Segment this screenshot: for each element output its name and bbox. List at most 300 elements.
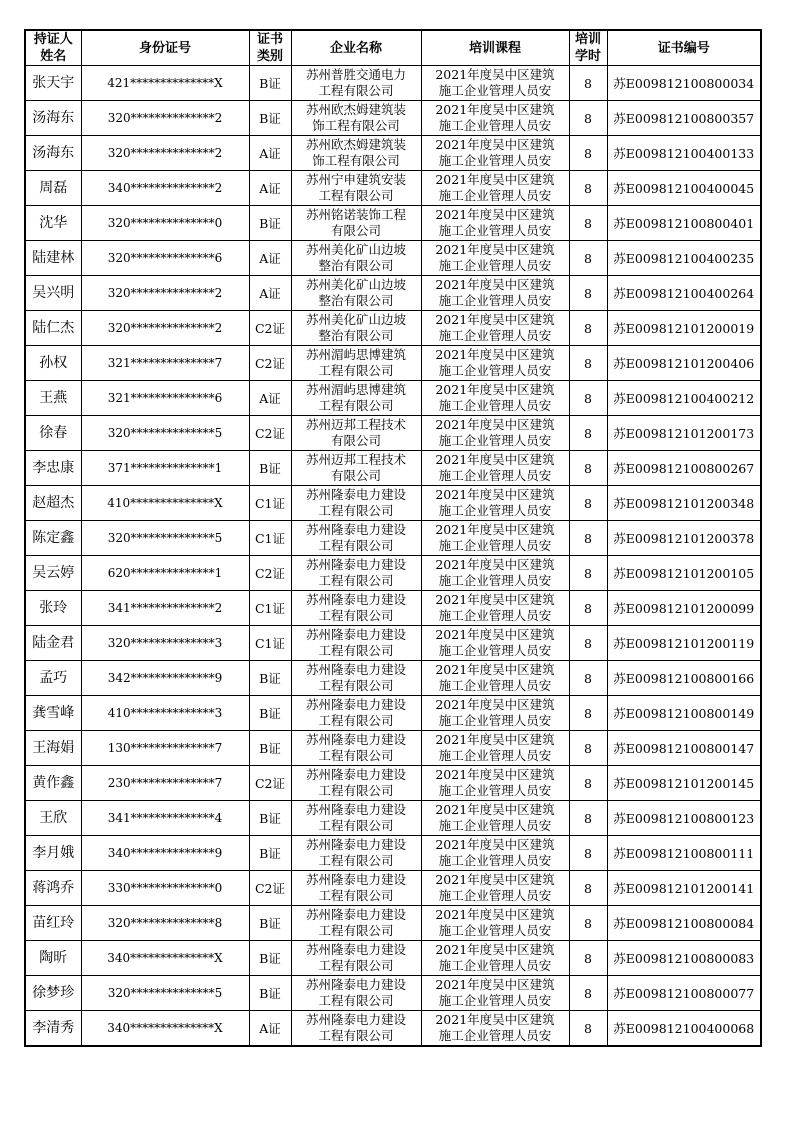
- table-row: [25, 556, 761, 591]
- hours-cell: 8: [569, 66, 607, 101]
- course-cell: [421, 451, 569, 486]
- course-cell: [421, 871, 569, 906]
- course-cell: [421, 836, 569, 871]
- holder-name-cell: 赵超杰: [25, 486, 81, 521]
- course-cell: [421, 591, 569, 626]
- holder-name-cell: 陶昕: [25, 941, 81, 976]
- company-cell: [291, 696, 421, 731]
- company-cell-line2: 工程有限公司: [318, 748, 394, 763]
- company-cell-line1: 苏州隆泰电力建设: [305, 802, 406, 817]
- table-row: [25, 661, 761, 696]
- hours-cell: 8: [569, 696, 607, 731]
- hours-cell: 8: [569, 976, 607, 1011]
- holder-name-cell: 吴云婷: [25, 556, 81, 591]
- course-cell-line2: 施工企业管理人员安: [438, 363, 552, 378]
- holder-name-cell: 王燕: [25, 381, 81, 416]
- course-cell-line2: 施工企业管理人员安: [438, 888, 552, 903]
- company-cell-line1: 苏州隆泰电力建设: [305, 872, 406, 887]
- course-cell-line2: 施工企业管理人员安: [438, 258, 552, 273]
- cert-number-cell: 苏E009812100400235: [607, 241, 761, 276]
- company-cell: [291, 731, 421, 766]
- company-cell-line2: 工程有限公司: [318, 398, 394, 413]
- id-number-cell: 620**************1: [81, 556, 249, 591]
- course-cell-line1: 2021年度吴中区建筑: [435, 172, 555, 187]
- course-cell-line2: 施工企业管理人员安: [438, 1028, 552, 1043]
- cert-type-cell: C2证: [249, 311, 291, 346]
- cert-type-cell: C2证: [249, 346, 291, 381]
- cert-number-cell: 苏E009812101200173: [607, 416, 761, 451]
- company-cell-line1: 苏州隆泰电力建设: [305, 487, 406, 502]
- course-cell-line1: 2021年度吴中区建筑: [435, 522, 555, 537]
- company-cell-line2: 有限公司: [330, 468, 381, 483]
- cert-type-cell: B证: [249, 101, 291, 136]
- course-cell-line1: 2021年度吴中区建筑: [435, 347, 555, 362]
- id-number-cell: 340**************9: [81, 836, 249, 871]
- company-cell: [291, 521, 421, 556]
- course-cell: [421, 311, 569, 346]
- company-cell-line1: 苏州欧杰姆建筑装: [305, 102, 406, 117]
- id-number-cell: 410**************3: [81, 696, 249, 731]
- course-cell: [421, 696, 569, 731]
- table-row: [25, 591, 761, 626]
- table-row: [25, 416, 761, 451]
- company-cell: [291, 241, 421, 276]
- course-cell: [421, 906, 569, 941]
- holder-name-cell: 李清秀: [25, 1011, 81, 1047]
- cert-number-cell: 苏E009812101200378: [607, 521, 761, 556]
- company-cell: [291, 171, 421, 206]
- cert-number-cell: 苏E009812101200099: [607, 591, 761, 626]
- course-cell-line2: 施工企业管理人员安: [438, 433, 552, 448]
- header-company: 企业名称: [291, 30, 421, 66]
- table-row: [25, 171, 761, 206]
- company-cell-line1: 苏州隆泰电力建设: [305, 907, 406, 922]
- course-cell-line2: 施工企业管理人员安: [438, 503, 552, 518]
- hours-cell: 8: [569, 416, 607, 451]
- course-cell-line1: 2021年度吴中区建筑: [435, 627, 555, 642]
- course-cell: [421, 976, 569, 1011]
- hours-cell: 8: [569, 241, 607, 276]
- cert-number-cell: 苏E009812101200141: [607, 871, 761, 906]
- course-cell-line1: 2021年度吴中区建筑: [435, 837, 555, 852]
- course-cell: [421, 556, 569, 591]
- id-number-cell: 320**************8: [81, 906, 249, 941]
- course-cell: [421, 346, 569, 381]
- cert-type-cell: A证: [249, 241, 291, 276]
- company-cell: [291, 591, 421, 626]
- course-cell: [421, 381, 569, 416]
- cert-number-cell: 苏E009812100800034: [607, 66, 761, 101]
- company-cell-line1: 苏州隆泰电力建设: [305, 522, 406, 537]
- cert-number-cell: 苏E009812100800084: [607, 906, 761, 941]
- company-cell-line2: 有限公司: [330, 433, 381, 448]
- table-row: [25, 136, 761, 171]
- course-cell-line1: 2021年度吴中区建筑: [435, 102, 555, 117]
- company-cell-line2: 工程有限公司: [318, 783, 394, 798]
- table-row: [25, 1011, 761, 1047]
- id-number-cell: 340**************X: [81, 1011, 249, 1047]
- cert-type-cell: A证: [249, 381, 291, 416]
- course-cell-line2: 施工企业管理人员安: [438, 783, 552, 798]
- course-cell: [421, 626, 569, 661]
- hours-cell: 8: [569, 626, 607, 661]
- holder-name-cell: 孟巧: [25, 661, 81, 696]
- company-cell-line2: 工程有限公司: [318, 1028, 394, 1043]
- company-cell-line2: 整治有限公司: [318, 328, 394, 343]
- cert-type-cell: B证: [249, 451, 291, 486]
- course-cell-line1: 2021年度吴中区建筑: [435, 452, 555, 467]
- company-cell-line1: 苏州美化矿山边坡: [305, 277, 406, 292]
- cert-type-cell: B证: [249, 696, 291, 731]
- course-cell-line2: 施工企业管理人员安: [438, 153, 552, 168]
- cert-type-cell: C1证: [249, 486, 291, 521]
- holder-name-cell: 陆仁杰: [25, 311, 81, 346]
- holder-name-cell: 张玲: [25, 591, 81, 626]
- company-cell-line2: 饰工程有限公司: [312, 153, 400, 168]
- course-cell-line2: 施工企业管理人员安: [438, 398, 552, 413]
- company-cell-line1: 苏州隆泰电力建设: [305, 627, 406, 642]
- course-cell: [421, 66, 569, 101]
- holder-name-cell: 龚雪峰: [25, 696, 81, 731]
- cert-number-cell: 苏E009812100400264: [607, 276, 761, 311]
- company-cell: [291, 1011, 421, 1047]
- table-row: [25, 381, 761, 416]
- cert-type-cell: C2证: [249, 556, 291, 591]
- company-cell-line2: 工程有限公司: [318, 713, 394, 728]
- company-cell-line2: 工程有限公司: [318, 83, 394, 98]
- table-row: [25, 206, 761, 241]
- header-cert: 证书编号: [607, 30, 761, 66]
- header-name: 持证人 姓名: [25, 30, 81, 66]
- course-cell-line1: 2021年度吴中区建筑: [435, 242, 555, 257]
- course-cell: [421, 241, 569, 276]
- cert-type-cell: B证: [249, 731, 291, 766]
- course-cell-line2: 施工企业管理人员安: [438, 608, 552, 623]
- company-cell-line1: 苏州美化矿山边坡: [305, 312, 406, 327]
- cert-type-cell: A证: [249, 171, 291, 206]
- company-cell-line2: 工程有限公司: [318, 188, 394, 203]
- table-row: [25, 801, 761, 836]
- table-row: [25, 346, 761, 381]
- company-cell-line1: 苏州铭诺装饰工程: [305, 207, 406, 222]
- table-row: [25, 486, 761, 521]
- company-cell-line2: 饰工程有限公司: [312, 118, 400, 133]
- id-number-cell: 340**************X: [81, 941, 249, 976]
- company-cell-line1: 苏州隆泰电力建设: [305, 557, 406, 572]
- table-row: [25, 451, 761, 486]
- course-cell-line1: 2021年度吴中区建筑: [435, 417, 555, 432]
- cert-type-cell: B证: [249, 661, 291, 696]
- table-row: [25, 241, 761, 276]
- id-number-cell: 341**************2: [81, 591, 249, 626]
- holder-name-cell: 周磊: [25, 171, 81, 206]
- hours-cell: 8: [569, 836, 607, 871]
- hours-cell: 8: [569, 1011, 607, 1047]
- cert-number-cell: 苏E009812100800077: [607, 976, 761, 1011]
- company-cell: [291, 801, 421, 836]
- course-cell-line2: 施工企业管理人员安: [438, 293, 552, 308]
- company-cell-line2: 工程有限公司: [318, 923, 394, 938]
- holder-name-cell: 沈华: [25, 206, 81, 241]
- company-cell-line1: 苏州隆泰电力建设: [305, 662, 406, 677]
- company-cell: [291, 136, 421, 171]
- hours-cell: 8: [569, 206, 607, 241]
- table-row: [25, 311, 761, 346]
- cert-type-cell: C2证: [249, 871, 291, 906]
- course-cell-line2: 施工企业管理人员安: [438, 188, 552, 203]
- cert-number-cell: 苏E009812101200019: [607, 311, 761, 346]
- id-number-cell: 320**************2: [81, 136, 249, 171]
- holder-name-cell: 王海娟: [25, 731, 81, 766]
- hours-cell: 8: [569, 346, 607, 381]
- company-cell-line2: 工程有限公司: [318, 608, 394, 623]
- course-cell-line1: 2021年度吴中区建筑: [435, 207, 555, 222]
- id-number-cell: 320**************6: [81, 241, 249, 276]
- course-cell-line1: 2021年度吴中区建筑: [435, 907, 555, 922]
- cert-number-cell: 苏E009812100400133: [607, 136, 761, 171]
- company-cell-line1: 苏州湄屿思博建筑: [305, 347, 406, 362]
- hours-cell: 8: [569, 591, 607, 626]
- company-cell-line2: 工程有限公司: [318, 888, 394, 903]
- cert-number-cell: 苏E009812101200348: [607, 486, 761, 521]
- table-row: [25, 66, 761, 101]
- cert-number-cell: 苏E009812100400045: [607, 171, 761, 206]
- company-cell-line2: 工程有限公司: [318, 678, 394, 693]
- header-id: 身份证号: [81, 30, 249, 66]
- id-number-cell: 320**************5: [81, 976, 249, 1011]
- id-number-cell: 330**************0: [81, 871, 249, 906]
- hours-cell: 8: [569, 136, 607, 171]
- header-course: 培训课程: [421, 30, 569, 66]
- course-cell: [421, 766, 569, 801]
- company-cell-line1: 苏州隆泰电力建设: [305, 767, 406, 782]
- holder-name-cell: 张天宇: [25, 66, 81, 101]
- cert-type-cell: C2证: [249, 416, 291, 451]
- company-cell-line2: 工程有限公司: [318, 643, 394, 658]
- holder-name-cell: 徐春: [25, 416, 81, 451]
- course-cell-line2: 施工企业管理人员安: [438, 223, 552, 238]
- table-row: [25, 906, 761, 941]
- course-cell-line1: 2021年度吴中区建筑: [435, 767, 555, 782]
- company-cell-line1: 苏州隆泰电力建设: [305, 977, 406, 992]
- table-row: [25, 276, 761, 311]
- course-cell-line1: 2021年度吴中区建筑: [435, 662, 555, 677]
- hours-cell: 8: [569, 171, 607, 206]
- cert-type-cell: B证: [249, 66, 291, 101]
- company-cell: [291, 276, 421, 311]
- course-cell: [421, 171, 569, 206]
- company-cell: [291, 451, 421, 486]
- header-type: 证书 类别: [249, 30, 291, 66]
- id-number-cell: 340**************2: [81, 171, 249, 206]
- cert-type-cell: A证: [249, 276, 291, 311]
- course-cell-line2: 施工企业管理人员安: [438, 923, 552, 938]
- cert-type-cell: A证: [249, 136, 291, 171]
- id-number-cell: 130**************7: [81, 731, 249, 766]
- company-cell-line2: 有限公司: [330, 223, 381, 238]
- cert-number-cell: 苏E009812100800083: [607, 941, 761, 976]
- course-cell: [421, 206, 569, 241]
- cert-number-cell: 苏E009812100800123: [607, 801, 761, 836]
- course-cell-line1: 2021年度吴中区建筑: [435, 802, 555, 817]
- cert-type-cell: A证: [249, 1011, 291, 1047]
- course-cell-line1: 2021年度吴中区建筑: [435, 872, 555, 887]
- company-cell: [291, 941, 421, 976]
- holder-name-cell: 黄作鑫: [25, 766, 81, 801]
- course-cell-line2: 施工企业管理人员安: [438, 538, 552, 553]
- company-cell: [291, 206, 421, 241]
- course-cell-line2: 施工企业管理人员安: [438, 118, 552, 133]
- company-cell-line2: 工程有限公司: [318, 818, 394, 833]
- hours-cell: 8: [569, 311, 607, 346]
- company-cell-line1: 苏州隆泰电力建设: [305, 942, 406, 957]
- id-number-cell: 341**************4: [81, 801, 249, 836]
- table-row: [25, 731, 761, 766]
- company-cell: [291, 976, 421, 1011]
- id-number-cell: 321**************6: [81, 381, 249, 416]
- course-cell-line1: 2021年度吴中区建筑: [435, 942, 555, 957]
- cert-type-cell: C2证: [249, 766, 291, 801]
- id-number-cell: 320**************5: [81, 521, 249, 556]
- course-cell-line1: 2021年度吴中区建筑: [435, 1012, 555, 1027]
- id-number-cell: 320**************2: [81, 276, 249, 311]
- course-cell: [421, 731, 569, 766]
- hours-cell: 8: [569, 556, 607, 591]
- company-cell-line1: 苏州湄屿思博建筑: [305, 382, 406, 397]
- company-cell-line2: 整治有限公司: [318, 293, 394, 308]
- company-cell-line2: 工程有限公司: [318, 993, 394, 1008]
- holder-name-cell: 陆建林: [25, 241, 81, 276]
- holder-name-cell: 李忠康: [25, 451, 81, 486]
- course-cell-line1: 2021年度吴中区建筑: [435, 977, 555, 992]
- course-cell-line1: 2021年度吴中区建筑: [435, 67, 555, 82]
- company-cell-line1: 苏州美化矿山边坡: [305, 242, 406, 257]
- holder-name-cell: 汤海东: [25, 136, 81, 171]
- course-cell: [421, 1011, 569, 1047]
- cert-type-cell: C1证: [249, 626, 291, 661]
- company-cell: [291, 381, 421, 416]
- id-number-cell: 320**************2: [81, 311, 249, 346]
- table-row: [25, 871, 761, 906]
- company-cell-line1: 苏州隆泰电力建设: [305, 592, 406, 607]
- id-number-cell: 321**************7: [81, 346, 249, 381]
- course-cell-line2: 施工企业管理人员安: [438, 748, 552, 763]
- id-number-cell: 371**************1: [81, 451, 249, 486]
- holder-name-cell: 吴兴明: [25, 276, 81, 311]
- holder-name-cell: 徐梦珍: [25, 976, 81, 1011]
- company-cell: [291, 766, 421, 801]
- cert-number-cell: 苏E009812101200105: [607, 556, 761, 591]
- company-cell: [291, 101, 421, 136]
- course-cell-line2: 施工企业管理人员安: [438, 993, 552, 1008]
- table-row: [25, 101, 761, 136]
- table-row: [25, 766, 761, 801]
- company-cell: [291, 311, 421, 346]
- header-hours: 培训 学时: [569, 30, 607, 66]
- cert-number-cell: 苏E009812101200406: [607, 346, 761, 381]
- table-header-row: [25, 30, 761, 66]
- holder-name-cell: 陆金君: [25, 626, 81, 661]
- holder-name-cell: 李月娥: [25, 836, 81, 871]
- company-cell-line2: 工程有限公司: [318, 573, 394, 588]
- company-cell-line1: 苏州普胜交通电力: [305, 67, 406, 82]
- holder-name-cell: 陈定鑫: [25, 521, 81, 556]
- id-number-cell: 421**************X: [81, 66, 249, 101]
- id-number-cell: 320**************3: [81, 626, 249, 661]
- company-cell: [291, 346, 421, 381]
- company-cell: [291, 66, 421, 101]
- course-cell: [421, 416, 569, 451]
- cert-type-cell: C1证: [249, 591, 291, 626]
- cert-type-cell: B证: [249, 206, 291, 241]
- company-cell-line2: 工程有限公司: [318, 853, 394, 868]
- table-body: [25, 66, 761, 1047]
- course-cell-line2: 施工企业管理人员安: [438, 328, 552, 343]
- id-number-cell: 320**************2: [81, 101, 249, 136]
- cert-number-cell: 苏E009812100800401: [607, 206, 761, 241]
- company-cell-line1: 苏州隆泰电力建设: [305, 1012, 406, 1027]
- cert-number-cell: 苏E009812100400212: [607, 381, 761, 416]
- hours-cell: 8: [569, 801, 607, 836]
- hours-cell: 8: [569, 766, 607, 801]
- company-cell-line1: 苏州欧杰姆建筑装: [305, 137, 406, 152]
- cert-number-cell: 苏E009812101200119: [607, 626, 761, 661]
- company-cell: [291, 871, 421, 906]
- company-cell-line1: 苏州隆泰电力建设: [305, 697, 406, 712]
- cert-number-cell: 苏E009812100400068: [607, 1011, 761, 1047]
- course-cell-line1: 2021年度吴中区建筑: [435, 137, 555, 152]
- company-cell: [291, 486, 421, 521]
- table-row: [25, 696, 761, 731]
- course-cell: [421, 941, 569, 976]
- hours-cell: 8: [569, 381, 607, 416]
- id-number-cell: 320**************0: [81, 206, 249, 241]
- course-cell-line2: 施工企业管理人员安: [438, 573, 552, 588]
- course-cell-line1: 2021年度吴中区建筑: [435, 697, 555, 712]
- id-number-cell: 410**************X: [81, 486, 249, 521]
- holder-name-cell: 苗红玲: [25, 906, 81, 941]
- cert-type-cell: B证: [249, 801, 291, 836]
- cert-type-cell: B证: [249, 976, 291, 1011]
- company-cell: [291, 906, 421, 941]
- course-cell: [421, 486, 569, 521]
- course-cell: [421, 521, 569, 556]
- cert-number-cell: 苏E009812100800149: [607, 696, 761, 731]
- cert-type-cell: B证: [249, 836, 291, 871]
- hours-cell: 8: [569, 871, 607, 906]
- course-cell-line2: 施工企业管理人员安: [438, 853, 552, 868]
- id-number-cell: 320**************5: [81, 416, 249, 451]
- company-cell-line2: 工程有限公司: [318, 363, 394, 378]
- cert-number-cell: 苏E009812101200145: [607, 766, 761, 801]
- id-number-cell: 230**************7: [81, 766, 249, 801]
- course-cell-line2: 施工企业管理人员安: [438, 468, 552, 483]
- company-cell-line2: 工程有限公司: [318, 958, 394, 973]
- cert-number-cell: 苏E009812100800166: [607, 661, 761, 696]
- course-cell: [421, 101, 569, 136]
- hours-cell: 8: [569, 451, 607, 486]
- holder-name-cell: 王欣: [25, 801, 81, 836]
- hours-cell: 8: [569, 521, 607, 556]
- table-row: [25, 521, 761, 556]
- hours-cell: 8: [569, 661, 607, 696]
- course-cell-line1: 2021年度吴中区建筑: [435, 312, 555, 327]
- company-cell-line1: 苏州隆泰电力建设: [305, 837, 406, 852]
- company-cell-line2: 整治有限公司: [318, 258, 394, 273]
- course-cell: [421, 276, 569, 311]
- course-cell-line2: 施工企业管理人员安: [438, 713, 552, 728]
- hours-cell: 8: [569, 731, 607, 766]
